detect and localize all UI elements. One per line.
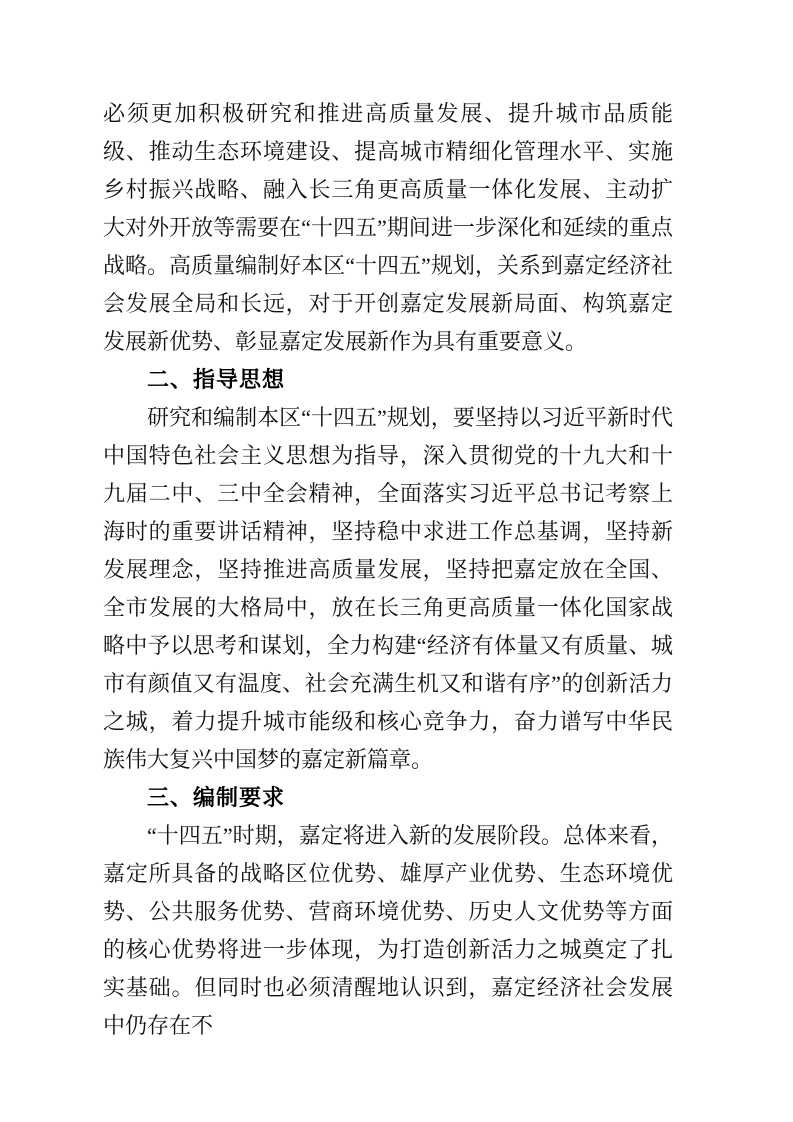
text-block	[103, 95, 673, 1045]
paragraph-guiding-ideology: 研究和编制本区“十四五”规划，要坚持以习近平新时代中国特色社会主义思想为指导，深入贯彻党的十九大和十九届二中、三中全会精神，全面落实习近平总书记考察上海时的重要讲话精神，坚持稳中求进工作总基调，坚持新发展理念，坚持推进高质量发展，坚持把嘉定放在全国、全市发展的大格局中，放在长三角更高质量一体化国家战略中予以思考和谋划，全力构建“经济有体量又有质量、城市有颜值又有温度、社会充满生机又和谐有序”的创新活力之城，着力提升城市能级和核心竞争力，奋力谱写中华民族伟大复兴中国梦的嘉定新篇章。	[103, 405, 673, 772]
paragraph-compilation-requirements: “十四五”时期，嘉定将进入新的发展阶段。总体来看，嘉定所具备的战略区位优势、雄厚产业优势、生态环境优势、公共服务优势、营商环境优势、历史人文优势等方面的核心优势将进一步体现，为打造创新活力之城奠定了扎实基础。但同时也必须清醒地认识到，嘉定经济社会发展中仍存在不	[103, 823, 673, 1038]
paragraph-continuation: 必须更加积极研究和推进高质量发展、提升城市品质能级、推动生态环境建设、提高城市精细化管理水平、实施乡村振兴战略、融入长三角更高质量一体化发展、主动扩大对外开放等需要在“十四五”期间进一步深化和延续的重点战略。高质量编制好本区“十四五”规划，关系到嘉定经济社会发展全局和长远，对于开创嘉定发展新局面、构筑嘉定发展新优势、彰显嘉定发展新作为具有重要意义。	[103, 101, 673, 354]
section-heading-compilation-requirements: 三、编制要求	[147, 785, 286, 810]
section-heading-guiding-ideology: 二、指导思想	[147, 367, 286, 392]
